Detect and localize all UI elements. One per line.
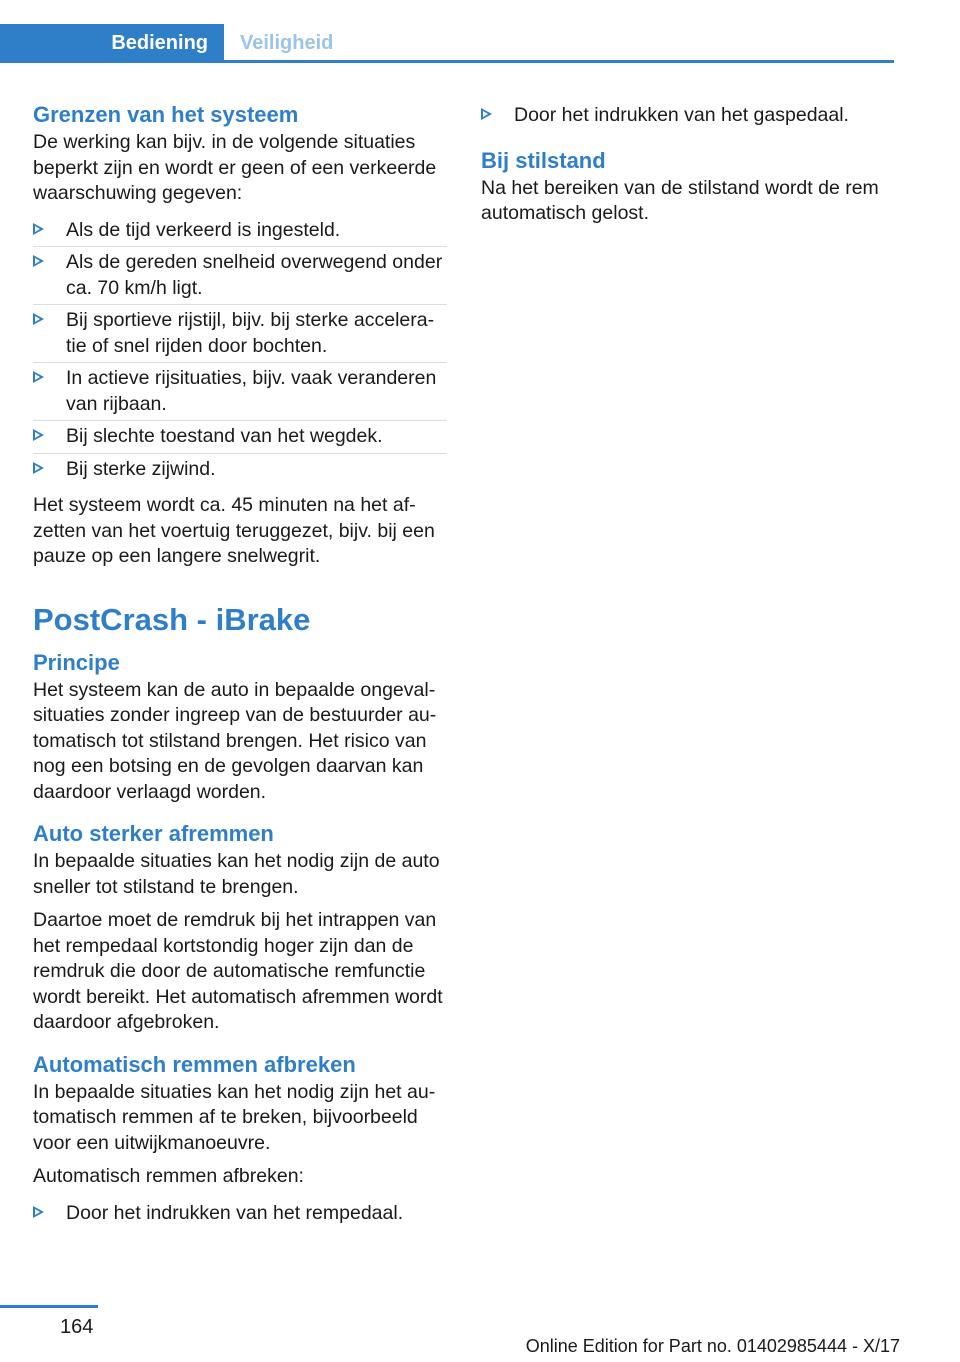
- triangle-bullet-icon: [33, 223, 44, 235]
- triangle-bullet-icon: [33, 313, 44, 325]
- abort-list: [33, 1198, 447, 1230]
- page-number: 164: [60, 1316, 94, 1338]
- tab-label: Bediening: [111, 31, 208, 54]
- tab-bediening[interactable]: [0, 24, 224, 62]
- tab-veiligheid[interactable]: [224, 24, 424, 62]
- principle-heading: Principe: [33, 649, 120, 675]
- standstill-text: Na het bereiken van de stilstand wordt de rem automatisch gelost.: [481, 176, 879, 224]
- triangle-bullet-icon: [33, 429, 44, 441]
- principle-text: Het systeem kan de auto in bepaalde ongevalsituaties zonder ingreep van de bestuurder automatisch tot stilstand brengen. Het risico van nog een botsing en de gevolgen daarvan kan daardoor verlaagd worden.: [33, 678, 437, 803]
- limits-reset-text: Het systeem wordt ca. 45 minuten na het afzetten van het voertuig teruggezet, bijv. bij een pauze op een langere snelwegrit.: [33, 494, 435, 567]
- right-column: [481, 100, 895, 227]
- list-item: In actieve rijsituaties, bijv. vaak veranderen van rijbaan.: [33, 363, 447, 421]
- limits-intro: De werking kan bijv. in de volgende situaties beperkt zijn en wordt er geen of een verkeerde waarschuwing gegeven:: [33, 131, 437, 204]
- stronger-braking-text-2: Daartoe moet de remdruk bij het intrappen van het rempedaal kortstondig hoger zijn dan de remdruk die door de automatische remfunctie wordt bereikt. Het automatisch afremmen wordt daardoor afgebroken.: [33, 909, 443, 1033]
- list-item: Door het indrukken van het rempedaal.: [33, 1198, 447, 1230]
- abort-list-continued: [481, 100, 895, 132]
- list-item: Bij sterke zijwind.: [33, 454, 447, 486]
- header-divider: [0, 60, 894, 63]
- list-item: Bij sportieve rijstijl, bijv. bij sterke acceleratie of snel rijden door bochten.: [33, 305, 447, 363]
- left-column: [33, 100, 447, 1229]
- stronger-braking-text-1: In bepaalde situaties kan het nodig zijn de auto sneller tot stilstand te brengen.: [33, 850, 440, 898]
- footer-divider: [0, 1305, 98, 1308]
- limits-heading: Grenzen van het systeem: [33, 102, 299, 127]
- list-item: Bij slechte toestand van het wegdek.: [33, 421, 447, 454]
- triangle-bullet-icon: [33, 462, 44, 474]
- section-title-postcrash: PostCrash - iBrake: [33, 601, 311, 637]
- triangle-bullet-icon: [33, 255, 44, 267]
- list-item: Als de gereden snelheid overwegend onder ca. 70 km/h ligt.: [33, 247, 447, 305]
- abort-list-intro: Automatisch remmen afbreken:: [33, 1165, 304, 1187]
- triangle-bullet-icon: [33, 1206, 44, 1218]
- triangle-bullet-icon: [33, 371, 44, 383]
- list-item: Door het indrukken van het gaspedaal.: [481, 100, 895, 132]
- triangle-bullet-icon: [481, 108, 492, 120]
- abort-braking-heading: Automatisch remmen afbreken: [33, 1051, 356, 1077]
- tab-label: Veiligheid: [240, 31, 334, 54]
- standstill-heading: Bij stilstand: [481, 147, 606, 173]
- stronger-braking-heading: Auto sterker afremmen: [33, 821, 274, 846]
- abort-braking-text: In bepaalde situaties kan het nodig zijn het automatisch remmen af te breken, bijvoorbeeld voor een uitwijkmanoeuvre.: [33, 1080, 436, 1154]
- list-item: Als de tijd verkeerd is ingesteld.: [33, 215, 447, 248]
- edition-text: Online Edition for Part no. 01402985444 - X/17: [525, 1336, 900, 1356]
- page-header: [0, 0, 960, 64]
- limits-list: [33, 215, 447, 486]
